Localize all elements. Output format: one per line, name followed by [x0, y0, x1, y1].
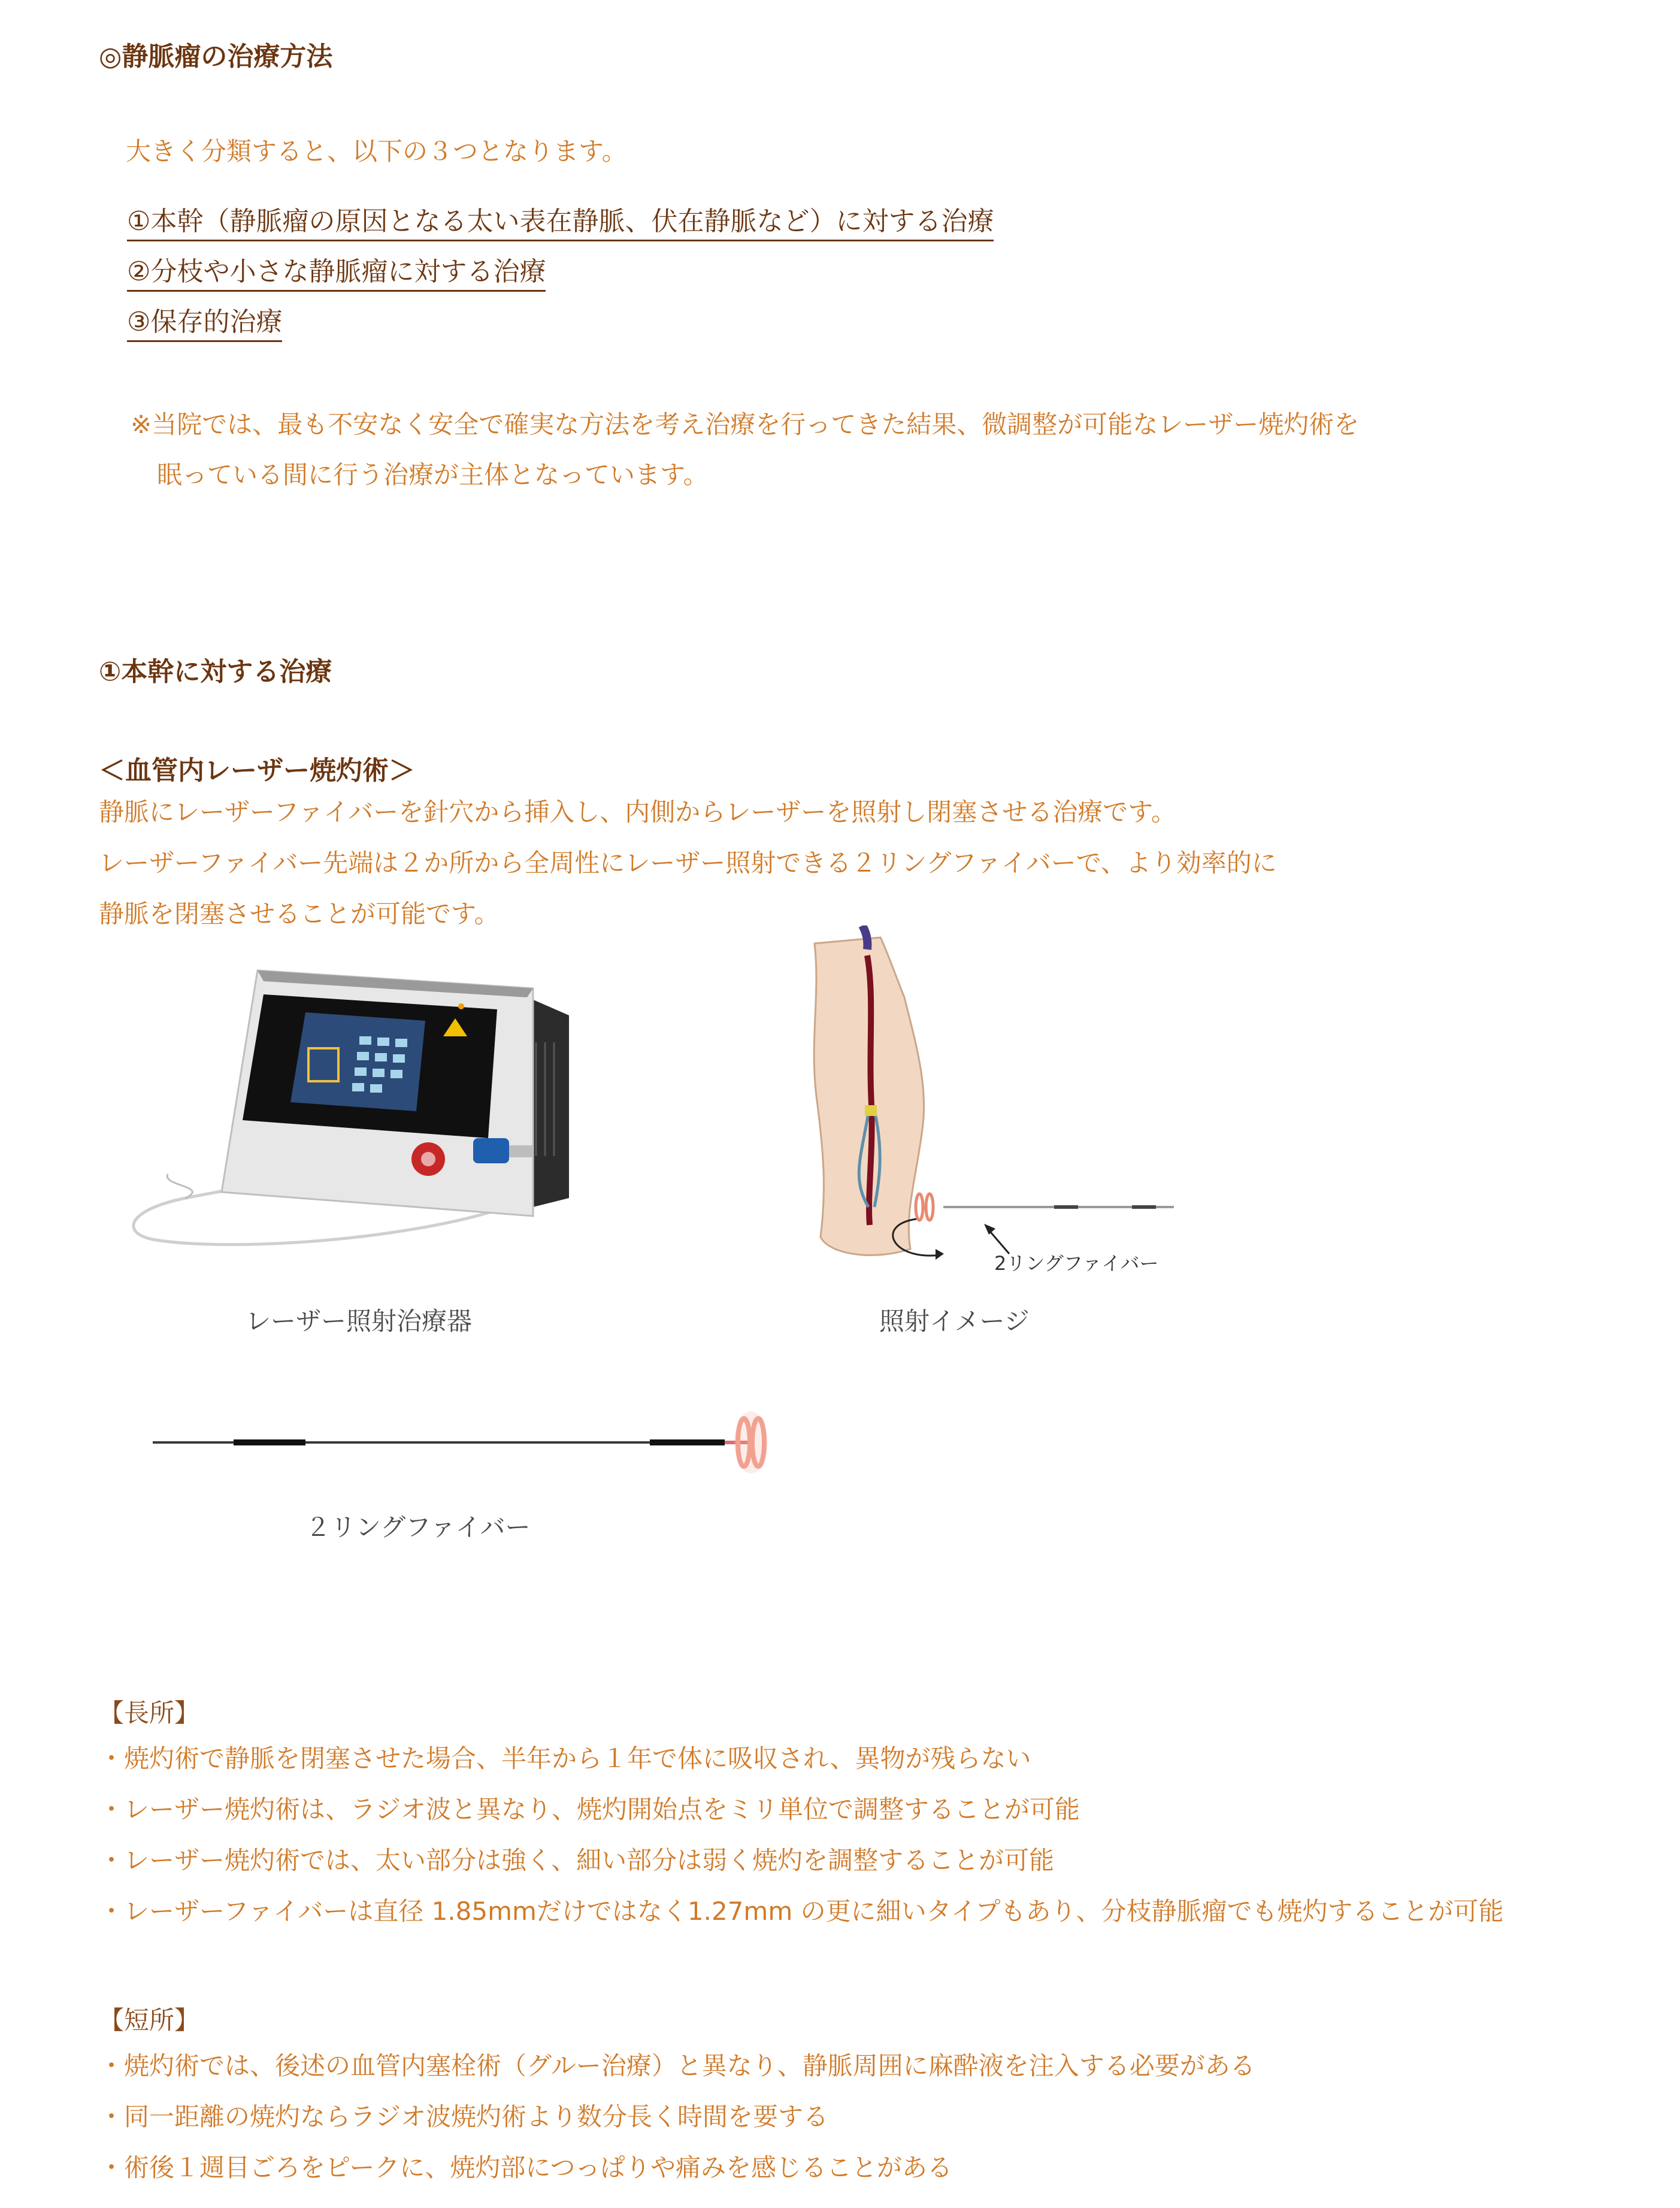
link-main-trunk-treatment[interactable]: ①本幹（静脈瘤の原因となる太い表在静脈、伏在静脈など）に対する治療 — [127, 208, 994, 241]
section-heading-main-trunk: ①本幹に対する治療 — [99, 657, 332, 687]
cons-item: ・同一距離の焼灼ならラジオ波焼灼術より数分長く時間を要する — [99, 2102, 829, 2131]
cons-heading: 【短所】 — [99, 2006, 200, 2035]
fiber-label-in-image: 2リングファイバー — [994, 1252, 1159, 1275]
laser-device-image — [114, 958, 641, 1270]
evla-desc-line3: 静脈を閉塞させることが可能です。 — [99, 899, 500, 928]
section-subheading-evla: ＜血管内レーザー焼灼術＞ — [99, 755, 415, 786]
note-text-line1: ※当院では、最も不安なく安全で確実な方法を考え治療を行ってきた結果、微調整が可能なレーザー焼灼術を — [131, 410, 1360, 439]
pros-item: ・レーザーファイバーは直径 1.85mmだけではなく1.27mm の更に細いタイプもあり、分枝静脈瘤でも焼灼することが可能 — [99, 1897, 1504, 1926]
irradiation-image — [803, 925, 1192, 1285]
evla-desc-line2: レーザーファイバー先端は２か所から全周性にレーザー照射できる２リングファイバーで、より効率的に — [99, 848, 1277, 878]
evla-desc-line1: 静脈にレーザーファイバーを針穴から挿入し、内側からレーザーを照射し閉塞させる治療です。 — [99, 797, 1176, 827]
page-title: ◎静脈瘤の治療方法 — [99, 41, 333, 72]
cons-item: ・術後１週目ごろをピークに、焼灼部につっぱりや痛みを感じることがある — [99, 2153, 953, 2182]
note-text-line2: 眠っている間に行う治療が主体となっています。 — [157, 460, 709, 489]
device-caption: レーザー照射治療器 — [246, 1306, 473, 1336]
cons-item: ・焼灼術では、後述の血管内塞栓術（グルー治療）と異なり、静脈周囲に麻酔液を注入する必要がある — [99, 2051, 1255, 2080]
irradiation-caption: 照射イメージ — [879, 1306, 1030, 1336]
pros-item: ・レーザー焼灼術では、太い部分は強く、細い部分は弱く焼灼を調整することが可能 — [99, 1846, 1055, 1875]
pros-item: ・レーザー焼灼術は、ラジオ波と異なり、焼灼開始点をミリ単位で調整することが可能 — [99, 1795, 1080, 1824]
pros-item: ・焼灼術で静脈を閉塞させた場合、半年から１年で体に吸収され、異物が残らない — [99, 1744, 1031, 1773]
two-ring-fiber-caption: ２リングファイバー — [305, 1513, 531, 1542]
intro-text: 大きく分類すると、以下の３つとなります。 — [126, 137, 627, 166]
pros-heading: 【長所】 — [99, 1698, 200, 1728]
link-branch-treatment[interactable]: ②分枝や小さな静脈瘤に対する治療 — [127, 259, 546, 292]
link-conservative-treatment[interactable]: ③保存的治療 — [127, 309, 282, 342]
two-ring-fiber-image — [150, 1396, 785, 1492]
